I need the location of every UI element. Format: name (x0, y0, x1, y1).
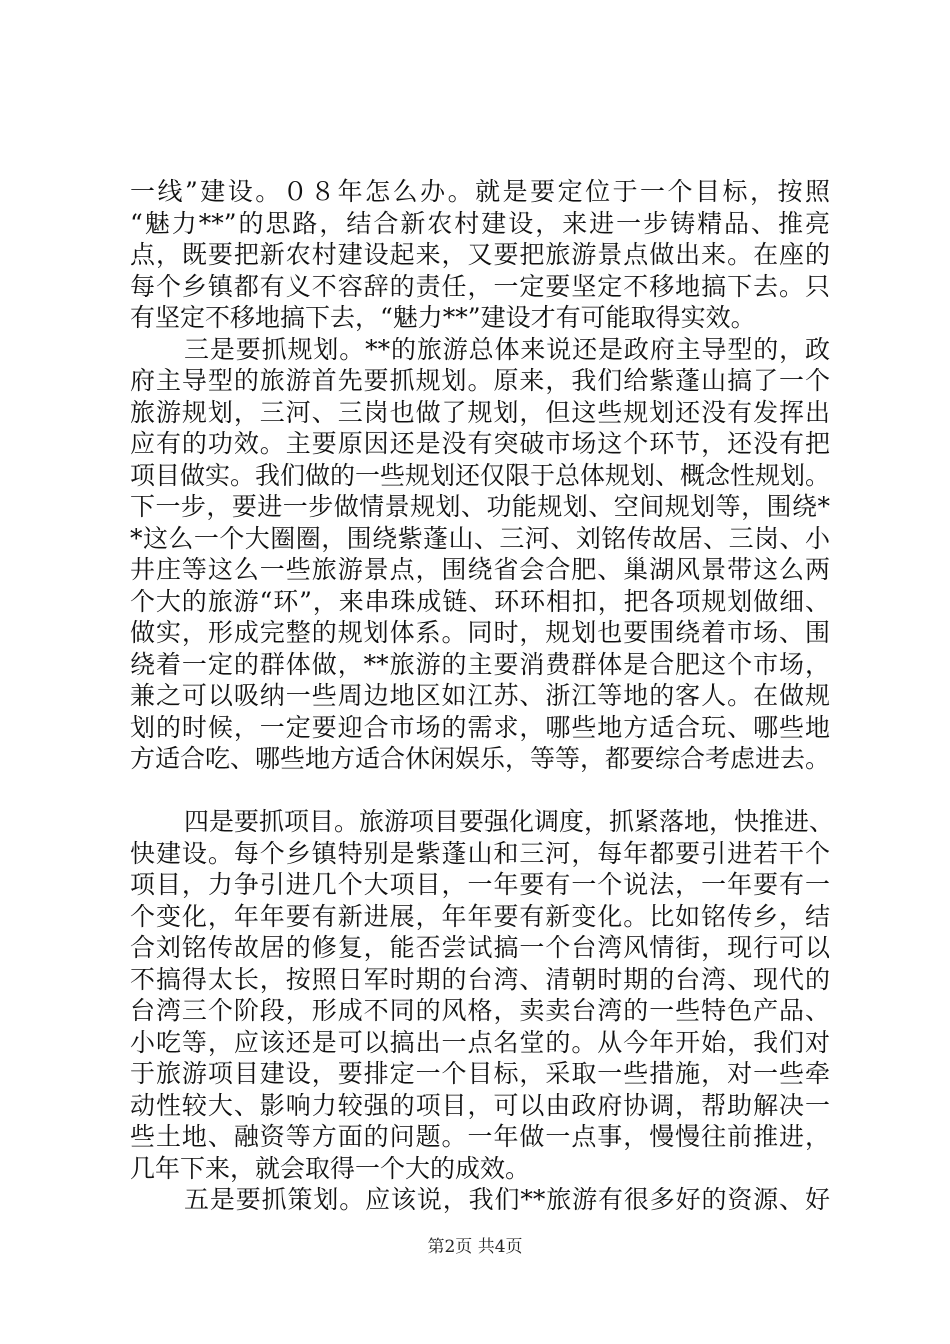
text-line: 一线”建设。０８年怎么办。就是要定位于一个目标，按照 (130, 177, 830, 206)
text-line: 台湾三个阶段，形成不同的风格，卖卖台湾的一些特色产品、 (130, 996, 830, 1025)
text-line: 些土地、融资等方面的问题。一年做一点事，慢慢往前推进， (130, 1122, 830, 1151)
text-line: 井庄等这么一些旅游景点，围绕省会合肥、巢湖风景带这么两 (130, 555, 830, 584)
text-line: 于旅游项目建设，要排定一个目标，采取一些措施，对一些牵 (130, 1059, 830, 1088)
body-text (130, 176, 835, 1216)
paragraph-first-line: 三是要抓规划。**的旅游总体来说还是政府主导型的，政 (184, 334, 830, 364)
paragraph-first-line: 五是要抓策划。应该说，我们**旅游有很多好的资源、好 (184, 1185, 830, 1214)
text-line: 应有的功效。主要原因还是没有突破市场这个环节，还没有把 (130, 429, 830, 458)
text-line: 项目做实。我们做的一些规划还仅限于总体规划、概念性规划。 (130, 460, 831, 490)
text-line: 项目，力争引进几个大项目，一年要有一个说法，一年要有一 (130, 870, 830, 899)
text-line: 不搞得太长，按照日军时期的台湾、清朝时期的台湾、现代的 (130, 964, 830, 994)
text-line: 小吃等，应该还是可以搞出一点名堂的。从今年开始，我们对 (130, 1027, 830, 1057)
text-line: 几年下来，就会取得一个大的成效。 (130, 1153, 531, 1183)
text-line: 做实，形成完整的规划体系。同时，规划也要围绕着市场、围 (130, 618, 830, 647)
text-line: 动性较大、影响力较强的项目，可以由政府协调，帮助解决一 (130, 1090, 830, 1120)
text-line: “魅力**”的思路，结合新农村建设，来进一步铸精品、推亮 (130, 208, 830, 238)
text-line: 每个乡镇都有义不容辞的责任，一定要坚定不移地搞下去。只 (130, 271, 830, 301)
text-line: 点，既要把新农村建设起来，又要把旅游景点做出来。在座的 (130, 240, 830, 269)
text-line: 个大的旅游“环”，来串珠成链、环环相扣，把各项规划做细、 (130, 586, 830, 616)
text-line: 快建设。每个乡镇特别是紫蓬山和三河，每年都要引进若干个 (130, 838, 830, 868)
text-line: 府主导型的旅游首先要抓规划。原来，我们给紫蓬山搞了一个 (130, 366, 830, 395)
text-line: 下一步，要进一步做情景规划、功能规划、空间规划等，围绕* (130, 492, 830, 521)
text-line: 个变化，年年要有新进展，年年要有新变化。比如铭传乡，结 (130, 901, 830, 931)
text-line: 旅游规划，三河、三岗也做了规划，但这些规划还没有发挥出 (130, 397, 830, 427)
text-line: 绕着一定的群体做，**旅游的主要消费群体是合肥这个市场， (130, 649, 830, 679)
text-line: 有坚定不移地搞下去，“魅力**”建设才有可能取得实效。 (130, 303, 756, 332)
text-line: 合刘铭传故居的修复，能否尝试搞一个台湾风情街，现行可以 (130, 933, 830, 962)
text-line: 兼之可以吸纳一些周边地区如江苏、浙江等地的客人。在做规 (130, 681, 830, 710)
text-line: 方适合吃、哪些地方适合休闲娱乐，等等，都要综合考虑进去。 (130, 744, 831, 773)
text-line: *这么一个大圈圈，围绕紫蓬山、三河、刘铭传故居、三岗、小 (130, 523, 830, 553)
blank-line (130, 775, 830, 807)
text-line: 划的时候，一定要迎合市场的需求，哪些地方适合玩、哪些地 (130, 712, 830, 742)
page-number: 第2页 共4页 (427, 1237, 523, 1257)
paragraph-first-line: 四是要抓项目。旅游项目要强化调度，抓紧落地，快推进、 (184, 807, 835, 836)
